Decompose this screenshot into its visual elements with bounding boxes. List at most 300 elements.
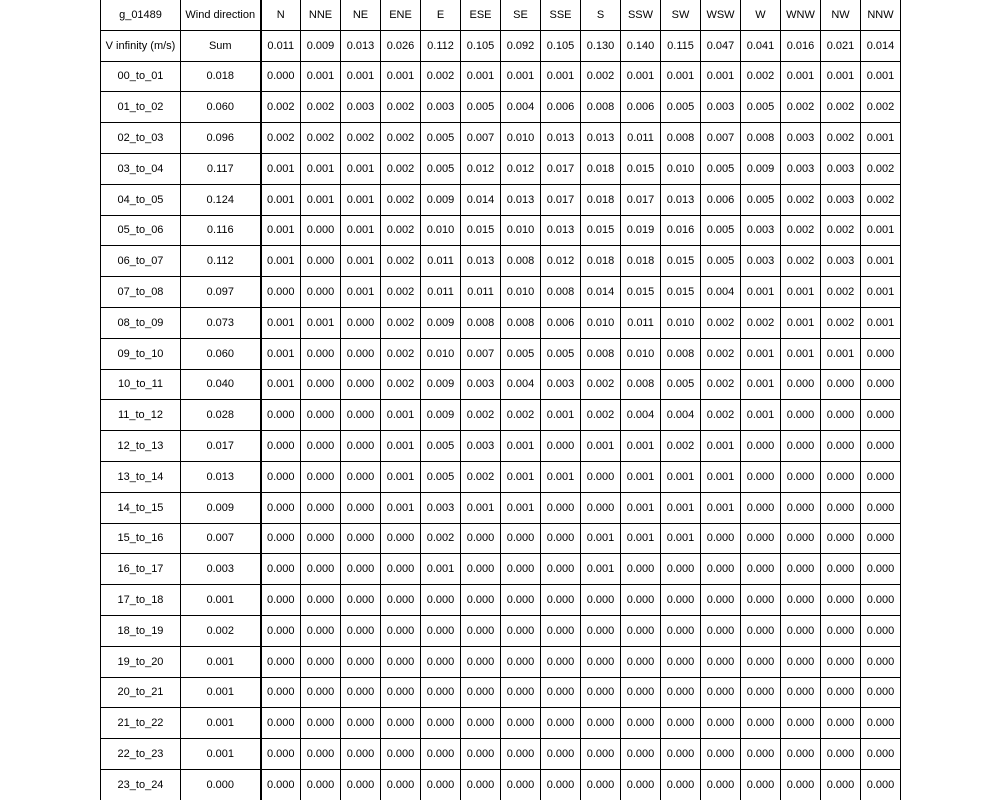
frequency-cell: 0.001 bbox=[741, 400, 781, 431]
table-row bbox=[101, 153, 901, 184]
frequency-cell: 0.001 bbox=[781, 277, 821, 308]
speed-bin-label: 01_to_02 bbox=[101, 92, 181, 123]
frequency-cell: 0.000 bbox=[821, 739, 861, 770]
frequency-cell: 0.000 bbox=[661, 677, 701, 708]
frequency-cell: 0.003 bbox=[821, 184, 861, 215]
frequency-cell: 0.001 bbox=[701, 492, 741, 523]
frequency-cell: 0.000 bbox=[501, 677, 541, 708]
speed-header: V infinity (m/s) bbox=[101, 30, 181, 61]
frequency-cell: 0.008 bbox=[541, 277, 581, 308]
frequency-cell: 0.002 bbox=[381, 307, 421, 338]
frequency-cell: 0.010 bbox=[661, 153, 701, 184]
frequency-cell: 0.000 bbox=[621, 769, 661, 799]
frequency-cell: 0.003 bbox=[461, 431, 501, 462]
frequency-cell: 0.011 bbox=[461, 277, 501, 308]
frequency-cell: 0.002 bbox=[581, 369, 621, 400]
frequency-cell: 0.000 bbox=[301, 400, 341, 431]
frequency-cell: 0.000 bbox=[381, 646, 421, 677]
frequency-cell: 0.001 bbox=[301, 184, 341, 215]
frequency-cell: 0.000 bbox=[741, 431, 781, 462]
frequency-cell: 0.008 bbox=[661, 338, 701, 369]
frequency-cell: 0.000 bbox=[781, 708, 821, 739]
frequency-cell: 0.018 bbox=[581, 184, 621, 215]
frequency-cell: 0.002 bbox=[781, 215, 821, 246]
frequency-cell: 0.002 bbox=[821, 123, 861, 154]
frequency-cell: 0.000 bbox=[381, 585, 421, 616]
frequency-cell: 0.000 bbox=[421, 646, 461, 677]
frequency-cell: 0.001 bbox=[461, 492, 501, 523]
frequency-cell: 0.000 bbox=[701, 769, 741, 799]
frequency-cell: 0.011 bbox=[621, 307, 661, 338]
frequency-cell: 0.000 bbox=[741, 739, 781, 770]
frequency-cell: 0.002 bbox=[741, 61, 781, 92]
row-sum-cell: 0.001 bbox=[181, 739, 261, 770]
table-row bbox=[101, 585, 901, 616]
frequency-cell: 0.000 bbox=[261, 708, 301, 739]
frequency-cell: 0.015 bbox=[621, 277, 661, 308]
frequency-cell: 0.000 bbox=[381, 677, 421, 708]
frequency-cell: 0.000 bbox=[461, 523, 501, 554]
speed-bin-label: 00_to_01 bbox=[101, 61, 181, 92]
frequency-cell: 0.005 bbox=[701, 153, 741, 184]
frequency-cell: 0.000 bbox=[461, 769, 501, 799]
frequency-cell: 0.000 bbox=[741, 523, 781, 554]
frequency-cell: 0.018 bbox=[621, 246, 661, 277]
direction-sum-cell: 0.047 bbox=[701, 30, 741, 61]
frequency-cell: 0.000 bbox=[741, 615, 781, 646]
table-id-label: g_01489 bbox=[101, 0, 181, 30]
frequency-cell: 0.000 bbox=[581, 677, 621, 708]
frequency-cell: 0.011 bbox=[421, 246, 461, 277]
frequency-cell: 0.000 bbox=[861, 769, 901, 799]
frequency-cell: 0.014 bbox=[461, 184, 501, 215]
frequency-cell: 0.000 bbox=[301, 523, 341, 554]
frequency-cell: 0.000 bbox=[381, 523, 421, 554]
direction-sum-cell: 0.041 bbox=[741, 30, 781, 61]
table-row bbox=[101, 708, 901, 739]
frequency-cell: 0.000 bbox=[501, 708, 541, 739]
frequency-cell: 0.000 bbox=[541, 431, 581, 462]
frequency-cell: 0.001 bbox=[381, 431, 421, 462]
direction-header: WSW bbox=[701, 0, 741, 30]
speed-bin-label: 15_to_16 bbox=[101, 523, 181, 554]
frequency-cell: 0.000 bbox=[741, 585, 781, 616]
frequency-cell: 0.000 bbox=[781, 739, 821, 770]
frequency-cell: 0.004 bbox=[661, 400, 701, 431]
frequency-cell: 0.001 bbox=[781, 61, 821, 92]
frequency-cell: 0.002 bbox=[301, 92, 341, 123]
frequency-cell: 0.003 bbox=[741, 215, 781, 246]
frequency-cell: 0.000 bbox=[661, 739, 701, 770]
frequency-cell: 0.000 bbox=[541, 677, 581, 708]
frequency-cell: 0.001 bbox=[861, 123, 901, 154]
frequency-cell: 0.003 bbox=[781, 123, 821, 154]
frequency-cell: 0.001 bbox=[781, 338, 821, 369]
frequency-cell: 0.010 bbox=[421, 215, 461, 246]
row-sum-cell: 0.096 bbox=[181, 123, 261, 154]
table-body bbox=[101, 0, 901, 800]
frequency-cell: 0.000 bbox=[541, 739, 581, 770]
row-sum-cell: 0.001 bbox=[181, 646, 261, 677]
frequency-cell: 0.000 bbox=[861, 615, 901, 646]
frequency-cell: 0.000 bbox=[261, 739, 301, 770]
direction-sum-cell: 0.021 bbox=[821, 30, 861, 61]
frequency-cell: 0.005 bbox=[701, 246, 741, 277]
frequency-cell: 0.000 bbox=[341, 338, 381, 369]
frequency-cell: 0.013 bbox=[501, 184, 541, 215]
frequency-cell: 0.000 bbox=[541, 523, 581, 554]
frequency-cell: 0.000 bbox=[781, 400, 821, 431]
frequency-cell: 0.000 bbox=[261, 677, 301, 708]
frequency-cell: 0.000 bbox=[861, 369, 901, 400]
frequency-cell: 0.001 bbox=[381, 400, 421, 431]
speed-bin-label: 23_to_24 bbox=[101, 769, 181, 799]
frequency-cell: 0.000 bbox=[341, 369, 381, 400]
frequency-cell: 0.005 bbox=[661, 369, 701, 400]
frequency-cell: 0.012 bbox=[541, 246, 581, 277]
frequency-cell: 0.010 bbox=[621, 338, 661, 369]
speed-bin-label: 19_to_20 bbox=[101, 646, 181, 677]
table-row bbox=[101, 492, 901, 523]
frequency-cell: 0.011 bbox=[421, 277, 461, 308]
frequency-cell: 0.000 bbox=[861, 554, 901, 585]
frequency-cell: 0.017 bbox=[541, 153, 581, 184]
frequency-cell: 0.000 bbox=[381, 769, 421, 799]
table-row bbox=[101, 461, 901, 492]
frequency-cell: 0.000 bbox=[741, 646, 781, 677]
frequency-cell: 0.003 bbox=[421, 92, 461, 123]
frequency-cell: 0.000 bbox=[341, 646, 381, 677]
frequency-cell: 0.002 bbox=[781, 92, 821, 123]
frequency-cell: 0.000 bbox=[621, 708, 661, 739]
frequency-cell: 0.009 bbox=[421, 307, 461, 338]
frequency-cell: 0.000 bbox=[741, 769, 781, 799]
frequency-cell: 0.000 bbox=[861, 338, 901, 369]
speed-bin-label: 16_to_17 bbox=[101, 554, 181, 585]
frequency-cell: 0.016 bbox=[661, 215, 701, 246]
row-sum-cell: 0.003 bbox=[181, 554, 261, 585]
speed-bin-label: 09_to_10 bbox=[101, 338, 181, 369]
frequency-cell: 0.017 bbox=[621, 184, 661, 215]
frequency-cell: 0.010 bbox=[501, 215, 541, 246]
frequency-cell: 0.001 bbox=[861, 215, 901, 246]
frequency-cell: 0.015 bbox=[461, 215, 501, 246]
frequency-cell: 0.012 bbox=[501, 153, 541, 184]
speed-bin-label: 14_to_15 bbox=[101, 492, 181, 523]
speed-bin-label: 18_to_19 bbox=[101, 615, 181, 646]
frequency-cell: 0.000 bbox=[821, 554, 861, 585]
frequency-cell: 0.000 bbox=[821, 585, 861, 616]
frequency-cell: 0.000 bbox=[341, 585, 381, 616]
frequency-cell: 0.002 bbox=[861, 153, 901, 184]
table-row bbox=[101, 554, 901, 585]
frequency-cell: 0.000 bbox=[861, 585, 901, 616]
frequency-cell: 0.000 bbox=[341, 739, 381, 770]
frequency-cell: 0.010 bbox=[661, 307, 701, 338]
frequency-cell: 0.001 bbox=[261, 184, 301, 215]
frequency-cell: 0.000 bbox=[261, 523, 301, 554]
frequency-cell: 0.000 bbox=[861, 461, 901, 492]
frequency-cell: 0.000 bbox=[541, 615, 581, 646]
frequency-cell: 0.001 bbox=[781, 307, 821, 338]
frequency-cell: 0.000 bbox=[341, 400, 381, 431]
table-row bbox=[101, 523, 901, 554]
frequency-cell: 0.013 bbox=[581, 123, 621, 154]
direction-header: N bbox=[261, 0, 301, 30]
frequency-cell: 0.000 bbox=[861, 646, 901, 677]
frequency-cell: 0.000 bbox=[621, 677, 661, 708]
frequency-cell: 0.002 bbox=[461, 400, 501, 431]
frequency-cell: 0.000 bbox=[261, 646, 301, 677]
frequency-cell: 0.000 bbox=[301, 646, 341, 677]
frequency-cell: 0.000 bbox=[421, 708, 461, 739]
frequency-cell: 0.000 bbox=[461, 646, 501, 677]
frequency-cell: 0.000 bbox=[781, 677, 821, 708]
row-sum-cell: 0.009 bbox=[181, 492, 261, 523]
frequency-cell: 0.002 bbox=[381, 215, 421, 246]
frequency-cell: 0.000 bbox=[461, 708, 501, 739]
table-row bbox=[101, 215, 901, 246]
frequency-cell: 0.002 bbox=[821, 92, 861, 123]
frequency-cell: 0.002 bbox=[421, 61, 461, 92]
frequency-cell: 0.013 bbox=[661, 184, 701, 215]
frequency-cell: 0.000 bbox=[861, 431, 901, 462]
frequency-cell: 0.000 bbox=[581, 708, 621, 739]
frequency-cell: 0.005 bbox=[541, 338, 581, 369]
frequency-cell: 0.000 bbox=[661, 646, 701, 677]
frequency-cell: 0.001 bbox=[341, 215, 381, 246]
frequency-cell: 0.001 bbox=[741, 277, 781, 308]
frequency-cell: 0.018 bbox=[581, 246, 621, 277]
frequency-cell: 0.000 bbox=[781, 615, 821, 646]
frequency-cell: 0.000 bbox=[821, 769, 861, 799]
frequency-cell: 0.000 bbox=[741, 492, 781, 523]
frequency-cell: 0.000 bbox=[461, 585, 501, 616]
frequency-cell: 0.003 bbox=[421, 492, 461, 523]
frequency-cell: 0.005 bbox=[461, 92, 501, 123]
row-sum-cell: 0.018 bbox=[181, 61, 261, 92]
frequency-cell: 0.002 bbox=[781, 246, 821, 277]
frequency-cell: 0.000 bbox=[301, 739, 341, 770]
frequency-cell: 0.000 bbox=[661, 708, 701, 739]
frequency-cell: 0.001 bbox=[261, 307, 301, 338]
frequency-cell: 0.000 bbox=[781, 461, 821, 492]
frequency-cell: 0.000 bbox=[301, 461, 341, 492]
frequency-cell: 0.005 bbox=[421, 123, 461, 154]
frequency-cell: 0.002 bbox=[381, 277, 421, 308]
frequency-cell: 0.007 bbox=[461, 338, 501, 369]
frequency-cell: 0.015 bbox=[661, 277, 701, 308]
frequency-cell: 0.001 bbox=[661, 461, 701, 492]
frequency-cell: 0.000 bbox=[261, 769, 301, 799]
direction-header: E bbox=[421, 0, 461, 30]
frequency-cell: 0.002 bbox=[381, 184, 421, 215]
frequency-cell: 0.001 bbox=[301, 307, 341, 338]
frequency-cell: 0.001 bbox=[701, 431, 741, 462]
frequency-cell: 0.015 bbox=[621, 153, 661, 184]
frequency-cell: 0.000 bbox=[621, 585, 661, 616]
frequency-cell: 0.001 bbox=[301, 61, 341, 92]
row-sum-cell: 0.001 bbox=[181, 708, 261, 739]
frequency-cell: 0.007 bbox=[701, 123, 741, 154]
direction-sum-cell: 0.140 bbox=[621, 30, 661, 61]
frequency-cell: 0.000 bbox=[821, 615, 861, 646]
frequency-cell: 0.000 bbox=[341, 431, 381, 462]
frequency-cell: 0.001 bbox=[581, 431, 621, 462]
frequency-cell: 0.001 bbox=[541, 461, 581, 492]
frequency-cell: 0.003 bbox=[821, 246, 861, 277]
direction-sum-cell: 0.130 bbox=[581, 30, 621, 61]
row-sum-cell: 0.073 bbox=[181, 307, 261, 338]
frequency-cell: 0.006 bbox=[541, 92, 581, 123]
frequency-cell: 0.000 bbox=[581, 646, 621, 677]
row-sum-cell: 0.117 bbox=[181, 153, 261, 184]
frequency-cell: 0.008 bbox=[661, 123, 701, 154]
speed-bin-label: 11_to_12 bbox=[101, 400, 181, 431]
table-row bbox=[101, 769, 901, 799]
speed-bin-label: 07_to_08 bbox=[101, 277, 181, 308]
frequency-cell: 0.001 bbox=[741, 369, 781, 400]
frequency-cell: 0.001 bbox=[541, 400, 581, 431]
frequency-cell: 0.000 bbox=[621, 739, 661, 770]
frequency-cell: 0.001 bbox=[661, 523, 701, 554]
speed-bin-label: 10_to_11 bbox=[101, 369, 181, 400]
frequency-cell: 0.011 bbox=[621, 123, 661, 154]
row-sum-cell: 0.000 bbox=[181, 769, 261, 799]
frequency-cell: 0.001 bbox=[621, 461, 661, 492]
row-sum-cell: 0.124 bbox=[181, 184, 261, 215]
direction-header: NNW bbox=[861, 0, 901, 30]
frequency-cell: 0.002 bbox=[581, 61, 621, 92]
frequency-cell: 0.002 bbox=[381, 338, 421, 369]
speed-bin-label: 20_to_21 bbox=[101, 677, 181, 708]
frequency-cell: 0.000 bbox=[821, 677, 861, 708]
frequency-cell: 0.000 bbox=[541, 554, 581, 585]
frequency-cell: 0.000 bbox=[781, 646, 821, 677]
frequency-cell: 0.001 bbox=[861, 307, 901, 338]
frequency-cell: 0.001 bbox=[301, 153, 341, 184]
frequency-cell: 0.000 bbox=[501, 769, 541, 799]
frequency-cell: 0.000 bbox=[821, 523, 861, 554]
row-sum-cell: 0.013 bbox=[181, 461, 261, 492]
direction-header: NE bbox=[341, 0, 381, 30]
frequency-cell: 0.005 bbox=[421, 461, 461, 492]
frequency-cell: 0.008 bbox=[621, 369, 661, 400]
frequency-cell: 0.013 bbox=[461, 246, 501, 277]
frequency-cell: 0.005 bbox=[421, 153, 461, 184]
frequency-cell: 0.001 bbox=[621, 523, 661, 554]
frequency-cell: 0.008 bbox=[461, 307, 501, 338]
frequency-cell: 0.000 bbox=[661, 769, 701, 799]
direction-header: SSW bbox=[621, 0, 661, 30]
frequency-cell: 0.000 bbox=[701, 677, 741, 708]
frequency-cell: 0.001 bbox=[861, 277, 901, 308]
frequency-cell: 0.000 bbox=[421, 615, 461, 646]
wind-frequency-table bbox=[100, 0, 901, 800]
frequency-cell: 0.000 bbox=[301, 585, 341, 616]
frequency-cell: 0.009 bbox=[741, 153, 781, 184]
frequency-cell: 0.000 bbox=[741, 677, 781, 708]
direction-sum-cell: 0.016 bbox=[781, 30, 821, 61]
frequency-cell: 0.000 bbox=[701, 554, 741, 585]
frequency-cell: 0.001 bbox=[501, 431, 541, 462]
frequency-cell: 0.005 bbox=[661, 92, 701, 123]
frequency-cell: 0.001 bbox=[501, 461, 541, 492]
frequency-cell: 0.004 bbox=[701, 277, 741, 308]
row-sum-cell: 0.060 bbox=[181, 338, 261, 369]
direction-sum-cell: 0.105 bbox=[541, 30, 581, 61]
table-row bbox=[101, 246, 901, 277]
frequency-cell: 0.010 bbox=[501, 277, 541, 308]
frequency-cell: 0.017 bbox=[541, 184, 581, 215]
frequency-cell: 0.000 bbox=[861, 677, 901, 708]
frequency-cell: 0.000 bbox=[701, 739, 741, 770]
frequency-cell: 0.000 bbox=[821, 400, 861, 431]
frequency-cell: 0.000 bbox=[261, 615, 301, 646]
frequency-cell: 0.001 bbox=[261, 153, 301, 184]
table-row bbox=[101, 277, 901, 308]
frequency-cell: 0.000 bbox=[541, 769, 581, 799]
frequency-cell: 0.000 bbox=[781, 585, 821, 616]
direction-header: SW bbox=[661, 0, 701, 30]
frequency-cell: 0.006 bbox=[701, 184, 741, 215]
frequency-cell: 0.019 bbox=[621, 215, 661, 246]
frequency-cell: 0.001 bbox=[341, 277, 381, 308]
frequency-cell: 0.000 bbox=[301, 492, 341, 523]
frequency-cell: 0.001 bbox=[381, 61, 421, 92]
frequency-cell: 0.001 bbox=[621, 61, 661, 92]
frequency-cell: 0.000 bbox=[741, 554, 781, 585]
speed-bin-label: 02_to_03 bbox=[101, 123, 181, 154]
frequency-cell: 0.000 bbox=[781, 554, 821, 585]
frequency-cell: 0.000 bbox=[821, 646, 861, 677]
frequency-cell: 0.000 bbox=[781, 492, 821, 523]
frequency-cell: 0.002 bbox=[381, 92, 421, 123]
frequency-cell: 0.002 bbox=[381, 246, 421, 277]
frequency-cell: 0.012 bbox=[461, 153, 501, 184]
frequency-cell: 0.000 bbox=[541, 646, 581, 677]
table-row bbox=[101, 92, 901, 123]
frequency-cell: 0.000 bbox=[781, 369, 821, 400]
table-row bbox=[101, 61, 901, 92]
frequency-cell: 0.000 bbox=[501, 615, 541, 646]
speed-bin-label: 05_to_06 bbox=[101, 215, 181, 246]
header-row bbox=[101, 0, 901, 30]
frequency-cell: 0.000 bbox=[701, 523, 741, 554]
frequency-cell: 0.000 bbox=[781, 769, 821, 799]
table-row bbox=[101, 400, 901, 431]
frequency-cell: 0.000 bbox=[861, 400, 901, 431]
frequency-cell: 0.003 bbox=[741, 246, 781, 277]
row-sum-cell: 0.028 bbox=[181, 400, 261, 431]
frequency-cell: 0.007 bbox=[461, 123, 501, 154]
frequency-cell: 0.000 bbox=[701, 615, 741, 646]
frequency-cell: 0.000 bbox=[261, 492, 301, 523]
frequency-cell: 0.000 bbox=[341, 615, 381, 646]
direction-header: ENE bbox=[381, 0, 421, 30]
frequency-cell: 0.008 bbox=[501, 246, 541, 277]
frequency-cell: 0.008 bbox=[581, 92, 621, 123]
row-sum-cell: 0.097 bbox=[181, 277, 261, 308]
frequency-cell: 0.001 bbox=[541, 61, 581, 92]
frequency-cell: 0.004 bbox=[501, 92, 541, 123]
table-row bbox=[101, 739, 901, 770]
frequency-cell: 0.002 bbox=[821, 277, 861, 308]
frequency-cell: 0.002 bbox=[381, 369, 421, 400]
frequency-cell: 0.000 bbox=[581, 585, 621, 616]
frequency-cell: 0.000 bbox=[261, 431, 301, 462]
frequency-cell: 0.014 bbox=[581, 277, 621, 308]
